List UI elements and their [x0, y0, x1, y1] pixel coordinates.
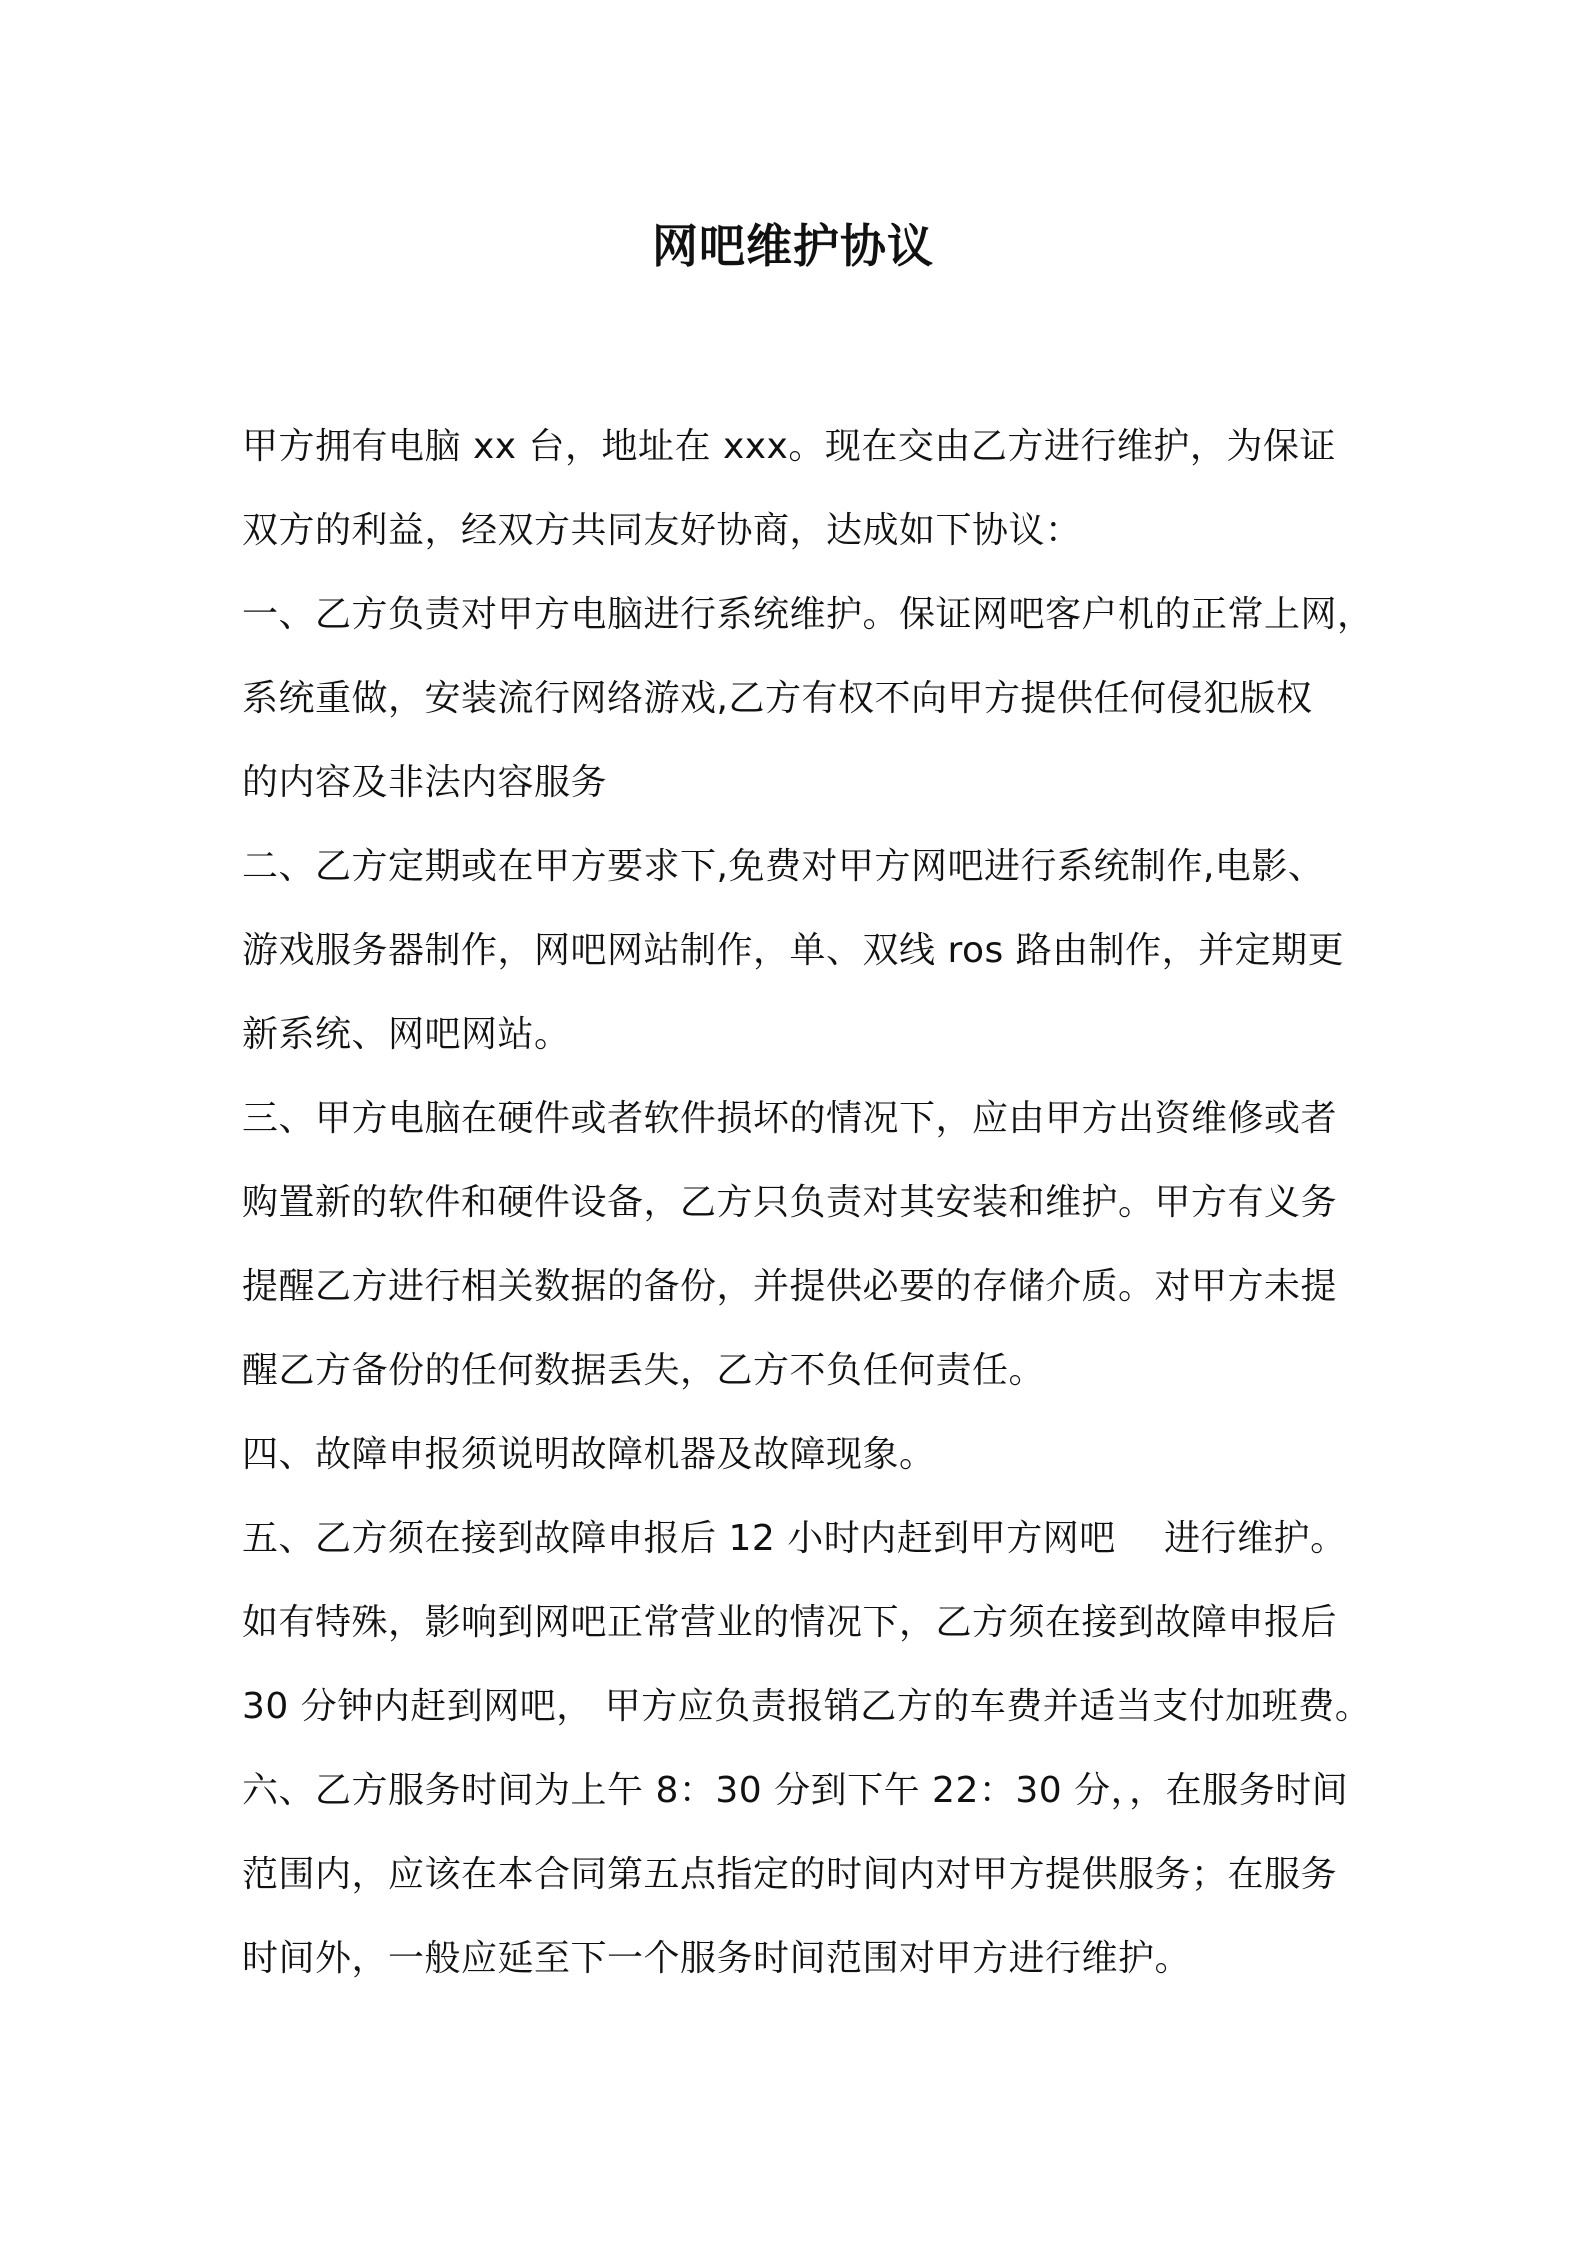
body-line: 一、乙方负责对甲方电脑进行系统维护。保证网吧客户机的正常上网，: [242, 594, 1374, 635]
body-line: 四、故障申报须说明故障机器及故障现象。: [242, 1434, 936, 1475]
body-line: 购置新的软件和硬件设备，乙方只负责对其安装和维护。甲方有义务: [242, 1182, 1338, 1223]
body-line: 双方的利益，经双方共同友好协商，达成如下协议：: [242, 510, 1082, 551]
document-title: 网吧维护协议: [652, 219, 934, 273]
body-line: 提醒乙方进行相关数据的备份，并提供必要的存储介质。对甲方未提: [242, 1266, 1338, 1307]
body-line: 游戏服务器制作，网吧网站制作，单、双线 ros 路由制作，并定期更: [242, 930, 1345, 971]
body-line: 醒乙方备份的任何数据丢失，乙方不负任何责任。: [242, 1350, 1046, 1391]
body-line: 范围内，应该在本合同第五点指定的时间内对甲方提供服务；在服务: [242, 1854, 1338, 1895]
body-line: 系统重做，安装流行网络游戏,乙方有权不向甲方提供任何侵犯版权: [242, 678, 1313, 719]
body-line: 三、甲方电脑在硬件或者软件损坏的情况下，应由甲方出资维修或者: [242, 1098, 1338, 1139]
body-line: 时间外，一般应延至下一个服务时间范围对甲方进行维护。: [242, 1938, 1192, 1979]
document-body: [242, 405, 1392, 2001]
body-line: 五、乙方须在接到故障申报后 12 小时内赶到甲方网吧 进行维护。: [242, 1518, 1347, 1559]
body-line: 的内容及非法内容服务: [242, 762, 608, 803]
body-line: 30 分钟内赶到网吧， 甲方应负责报销乙方的车费并适当支付加班费。: [242, 1686, 1372, 1727]
body-line: 二、乙方定期或在甲方要求下,免费对甲方网吧进行系统制作,电影、: [242, 846, 1325, 887]
body-line: 甲方拥有电脑 xx 台，地址在 xxx。现在交由乙方进行维护，为保证: [242, 426, 1336, 467]
body-line: 新系统、网吧网站。: [242, 1014, 571, 1055]
body-line: 如有特殊，影响到网吧正常营业的情况下，乙方须在接到故障申报后: [242, 1602, 1338, 1643]
body-line: 六、乙方服务时间为上午 8：30 分到下午 22：30 分，，在服务时间: [242, 1770, 1349, 1811]
